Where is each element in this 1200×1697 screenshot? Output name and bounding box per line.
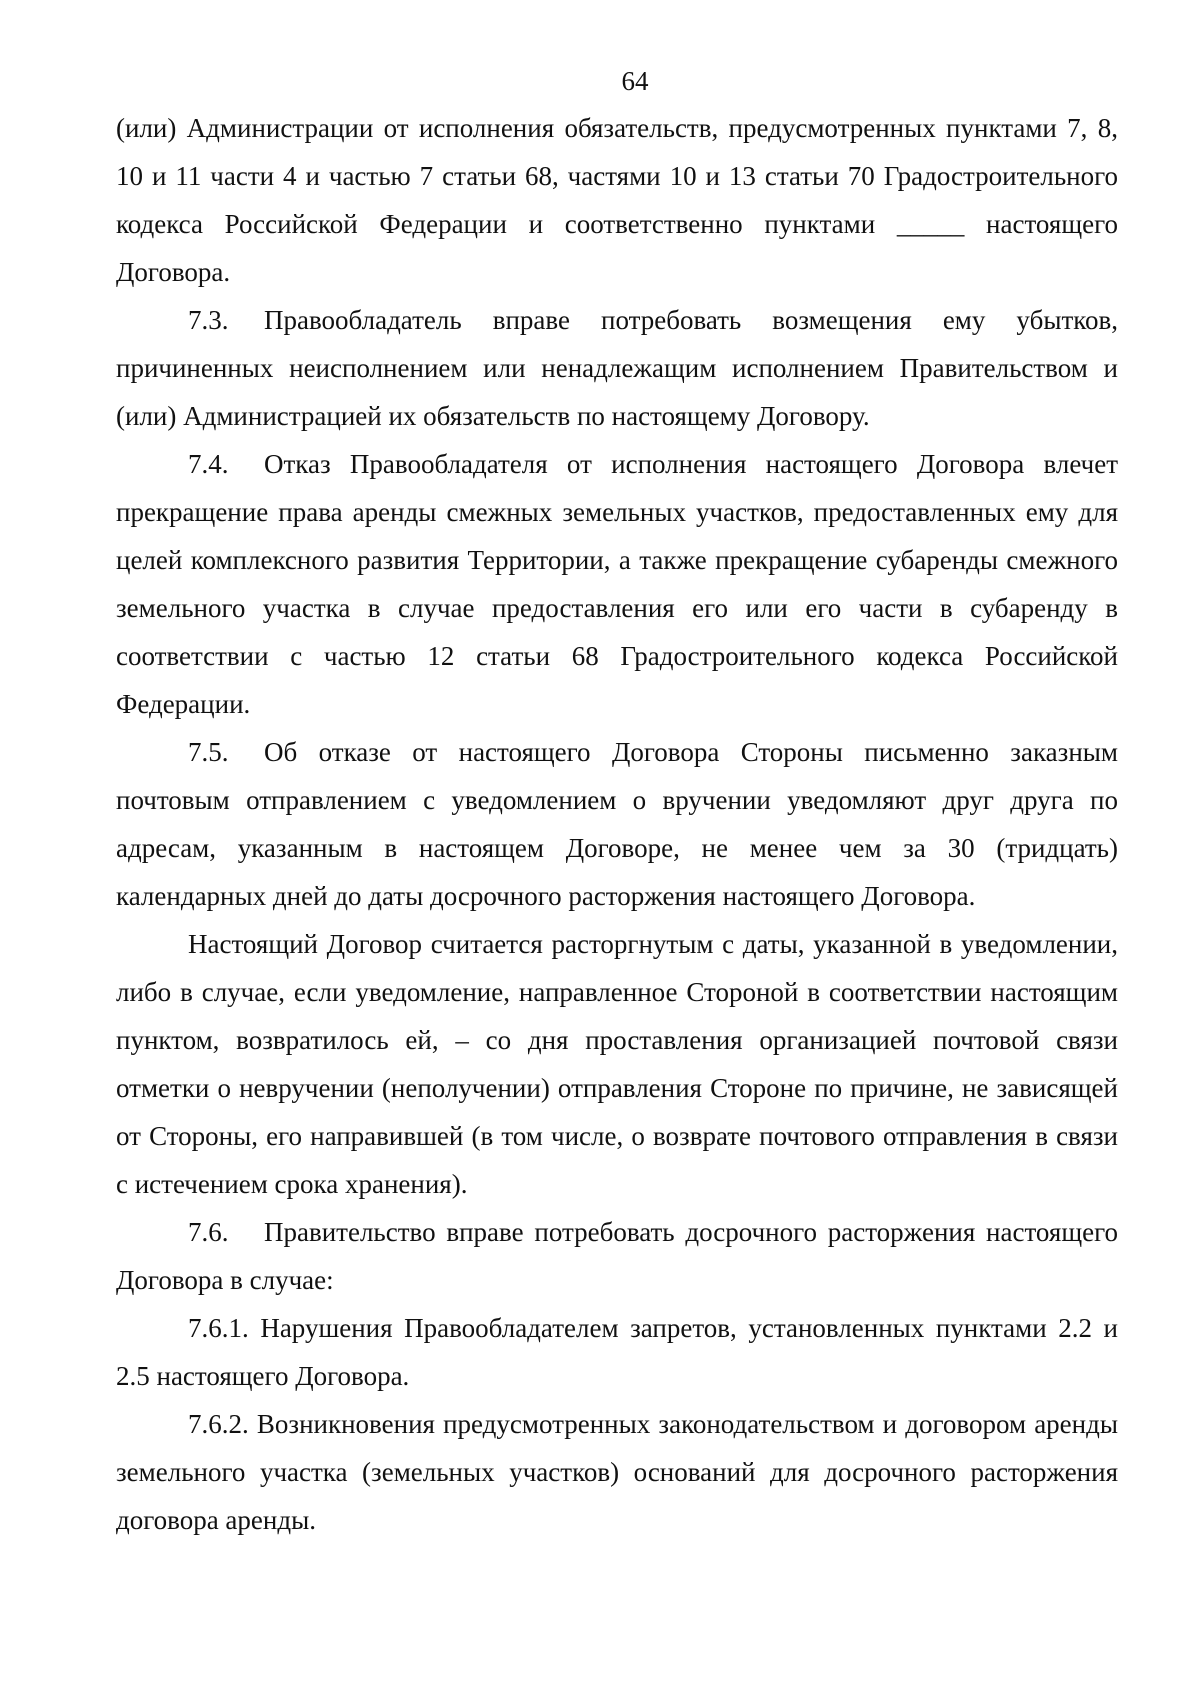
paragraph-7-6 — [116, 1208, 1118, 1304]
paragraph-text: Возникновения предусмотренных законодательством и договором аренды земельного участка (земельных участков) оснований для досрочного расторжения договора аренды. — [116, 1409, 1118, 1535]
document-body — [116, 104, 1118, 1544]
section-number: 7.6. — [188, 1217, 229, 1247]
page-number: 64 — [621, 66, 649, 96]
paragraph-termination: Настоящий Договор считается расторгнутым с даты, указанной в уведомлении, либо в случае, если уведомление, направленное Стороной в соответствии настоящим пунктом, возвратилось ей, – со дня проставления организацией почтовой связи отметки о невручении (неполучении) отправления Стороне по причине, не зависящей от Стороны, его направившей (в том числе, о возврате почтового отправления в связи с истечением срока хранения). — [116, 929, 1118, 1199]
section-number: 7.3. — [188, 305, 229, 335]
section-number: 7.5. — [188, 737, 229, 767]
paragraph-7-4 — [116, 440, 1118, 728]
paragraph-text: Отказ Правообладателя от исполнения настоящего Договора влечет прекращение права аренды смежных земельных участков, предоставленных ему для целей комплексного развития Территории, а также прекращение субаренды смежного земельного участка в случае предоставления его или его части в субаренду в соответствии с частью 12 статьи 68 Градостроительного кодекса Российской Федерации. — [116, 449, 1118, 719]
paragraph-7-5 — [116, 728, 1118, 920]
paragraph-text: Правообладатель вправе потребовать возмещения ему убытков, причиненных неисполнением или ненадлежащим исполнением Правительством и (или) Администрацией их обязательств по настоящему Договору. — [116, 305, 1118, 431]
paragraph-7-3 — [116, 296, 1118, 440]
section-number: 7.4. — [188, 449, 229, 479]
section-number: 7.6.2. — [188, 1409, 249, 1439]
paragraph-7-6-1 — [116, 1304, 1118, 1400]
section-number: 7.6.1. — [188, 1313, 249, 1343]
paragraph-text: Нарушения Правообладателем запретов, установленных пунктами 2.2 и 2.5 настоящего Договора. — [116, 1313, 1119, 1391]
paragraph-7-6-2 — [116, 1400, 1118, 1544]
paragraph-text: Правительство вправе потребовать досрочного расторжения настоящего Договора в случае: — [116, 1217, 1118, 1295]
paragraph-continuation: (или) Администрации от исполнения обязательств, предусмотренных пунктами 7, 8, 10 и 11 части 4 и частью 7 статьи 68, частями 10 и 13 статьи 70 Градостроительного кодекса Российской Федерации и соответственно пунктами _____ настоящего Договора. — [116, 113, 1118, 287]
paragraph-text: Об отказе от настоящего Договора Стороны письменно заказным почтовым отправлением с уведомлением о вручении уведомляют друг друга по адресам, указанным в настоящем Договоре, не менее чем за 30 (тридцать) календарных дней до даты досрочного расторжения настоящего Договора. — [116, 737, 1118, 911]
